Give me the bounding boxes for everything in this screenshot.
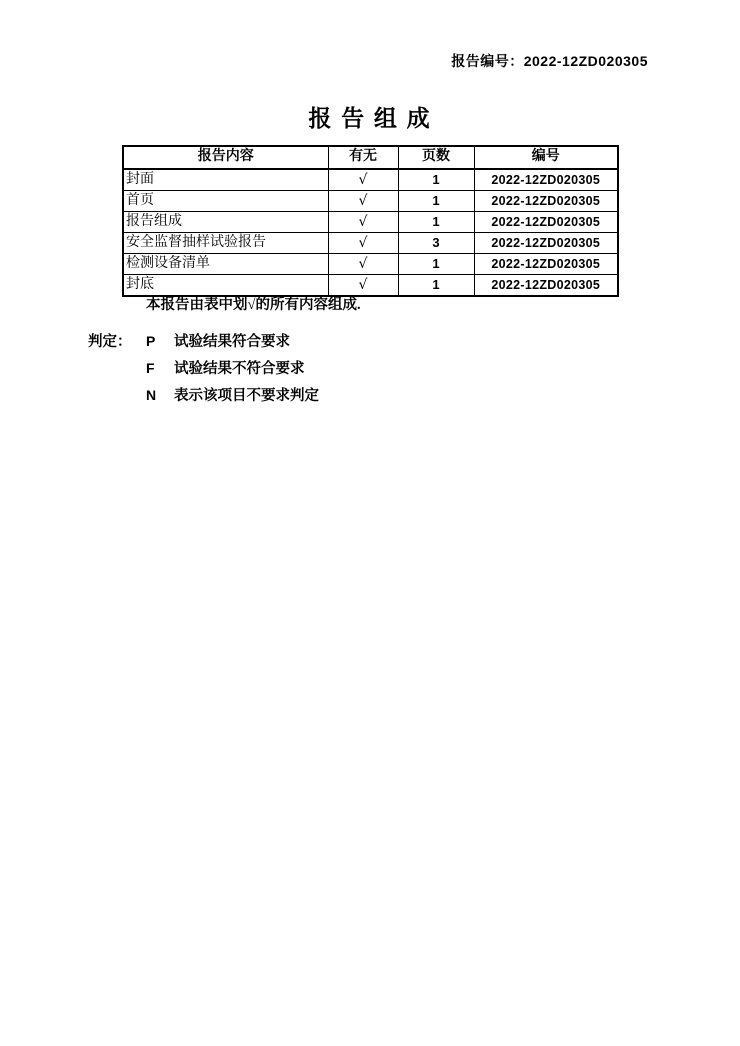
judgment-code-f: F (146, 360, 155, 376)
judgment-legend (88, 330, 319, 411)
cell-content: 封底 (123, 275, 328, 297)
table-note: 本报告由表中划√的所有内容组成. (146, 297, 361, 313)
cell-checkmark: √ (328, 191, 398, 212)
cell-content: 检测设备清单 (123, 254, 328, 275)
judgment-row-fail (88, 357, 319, 384)
cell-number: 2022-12ZD020305 (474, 169, 618, 191)
table-row (123, 233, 618, 254)
column-header-content: 报告内容 (123, 146, 328, 169)
judgment-code-p: P (146, 333, 156, 349)
judgment-code-n: N (146, 387, 157, 403)
column-header-number: 编号 (474, 146, 618, 169)
cell-number: 2022-12ZD020305 (474, 275, 618, 297)
cell-checkmark: √ (328, 275, 398, 297)
cell-content: 封面 (123, 169, 328, 191)
judgment-row-na (88, 384, 319, 411)
judgment-desc-f: 试验结果不符合要求 (174, 361, 305, 377)
table-row (123, 191, 618, 212)
cell-checkmark: √ (328, 212, 398, 233)
cell-pages: 1 (398, 169, 474, 191)
judgment-desc-n: 表示该项目不要求判定 (174, 388, 319, 404)
cell-content: 安全监督抽样试验报告 (123, 233, 328, 254)
cell-pages: 1 (398, 191, 474, 212)
cell-pages: 1 (398, 254, 474, 275)
page-title: 报 告 组 成 (308, 106, 432, 131)
column-header-pages: 页数 (398, 146, 474, 169)
judgment-desc-p: 试验结果符合要求 (174, 334, 290, 350)
cell-number: 2022-12ZD020305 (474, 212, 618, 233)
table-row (123, 254, 618, 275)
cell-content: 首页 (123, 191, 328, 212)
report-number: 报告编号：2022-12ZD020305 (451, 53, 648, 69)
table-header-row (123, 146, 618, 169)
cell-content: 报告组成 (123, 212, 328, 233)
column-header-present: 有无 (328, 146, 398, 169)
cell-pages: 3 (398, 233, 474, 254)
cell-checkmark: √ (328, 233, 398, 254)
cell-number: 2022-12ZD020305 (474, 233, 618, 254)
report-composition-table (122, 145, 619, 297)
cell-pages: 1 (398, 212, 474, 233)
table-row (123, 212, 618, 233)
table-row (123, 169, 618, 191)
cell-checkmark: √ (328, 169, 398, 191)
judgment-label: 判定： (88, 334, 132, 350)
cell-pages: 1 (398, 275, 474, 297)
judgment-row-pass (88, 330, 319, 357)
cell-number: 2022-12ZD020305 (474, 254, 618, 275)
cell-checkmark: √ (328, 254, 398, 275)
cell-number: 2022-12ZD020305 (474, 191, 618, 212)
